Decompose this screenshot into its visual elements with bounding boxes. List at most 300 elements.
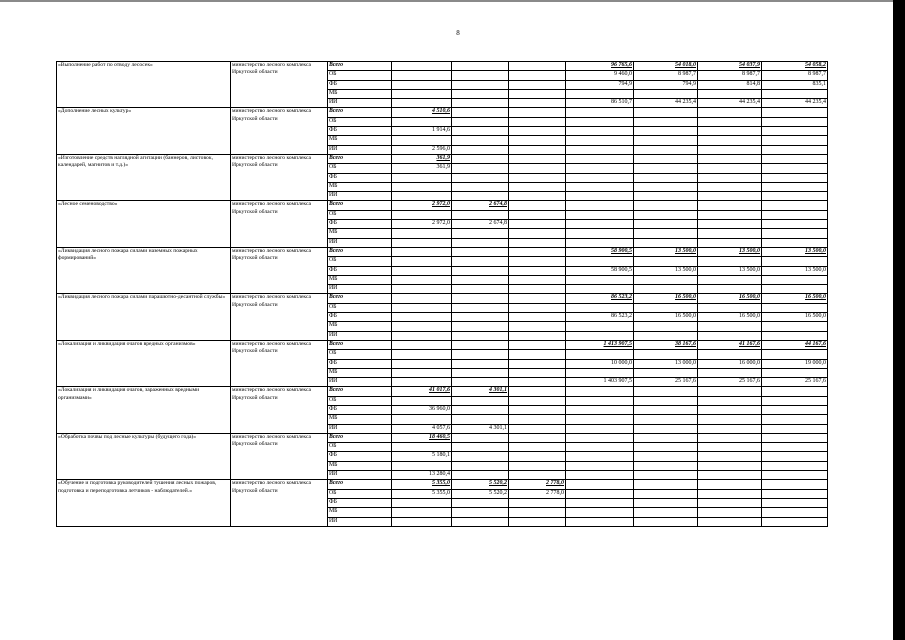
amount-cell: 19 000,0: [762, 359, 828, 368]
amount-cell: [762, 415, 828, 424]
amount-cell: [566, 387, 634, 396]
amount-cell: 58 900,5: [566, 266, 634, 275]
amount-cell: 16 500,0: [698, 313, 762, 322]
amount-cell: [762, 145, 828, 154]
amount-cell: 44 235,4: [762, 99, 828, 108]
funding-source: ИИ: [328, 331, 392, 340]
amount-cell: [762, 498, 828, 507]
amount-cell: [762, 182, 828, 191]
funding-source: Всего: [328, 154, 392, 163]
amount-cell: [509, 89, 566, 98]
funding-source: ОБ: [328, 350, 392, 359]
amount-cell: 44 167,6: [762, 340, 828, 349]
amount-cell: [698, 331, 762, 340]
amount-cell: 25 167,6: [698, 378, 762, 387]
amount-cell: [509, 508, 566, 517]
amount-cell: [698, 89, 762, 98]
amount-cell: [566, 303, 634, 312]
amount-cell: [698, 461, 762, 470]
amount-cell: [698, 508, 762, 517]
amount-cell: [698, 415, 762, 424]
amount-cell: [566, 127, 634, 136]
amount-cell: [634, 517, 698, 526]
amount-cell: [392, 182, 452, 191]
funding-source: Всего: [328, 201, 392, 210]
amount-cell: 16 000,0: [698, 359, 762, 368]
amount-cell: [509, 498, 566, 507]
amount-cell: [452, 154, 509, 163]
amount-cell: [698, 303, 762, 312]
amount-cell: [392, 210, 452, 219]
amount-cell: [392, 331, 452, 340]
amount-cell: 10 000,0: [566, 359, 634, 368]
amount-cell: [452, 266, 509, 275]
funding-source: Всего: [328, 340, 392, 349]
amount-cell: [698, 368, 762, 377]
amount-cell: [698, 136, 762, 145]
amount-cell: [566, 405, 634, 414]
amount-cell: 794,9: [634, 80, 698, 89]
funding-source: ОБ: [328, 164, 392, 173]
amount-cell: [566, 489, 634, 498]
amount-cell: [762, 117, 828, 126]
funding-source: ФБ: [328, 80, 392, 89]
amount-cell: [762, 461, 828, 470]
amount-cell: [762, 517, 828, 526]
amount-cell: [634, 396, 698, 405]
amount-cell: [762, 164, 828, 173]
amount-cell: [392, 498, 452, 507]
amount-cell: [566, 331, 634, 340]
amount-cell: 13 500,0: [698, 247, 762, 256]
amount-cell: [634, 471, 698, 480]
funding-source: Всего: [328, 387, 392, 396]
amount-cell: 13 500,0: [698, 266, 762, 275]
amount-cell: [566, 192, 634, 201]
funding-source: ФБ: [328, 127, 392, 136]
amount-cell: [762, 405, 828, 414]
amount-cell: [762, 210, 828, 219]
activity-name: «Ликвидация лесного пожара силами парашютно-десантной службы»: [57, 294, 231, 340]
funding-source: МБ: [328, 275, 392, 284]
amount-cell: [762, 238, 828, 247]
amount-cell: [762, 127, 828, 136]
amount-cell: 9 460,0: [566, 71, 634, 80]
amount-cell: [566, 471, 634, 480]
funding-source: ОБ: [328, 71, 392, 80]
amount-cell: [698, 154, 762, 163]
amount-cell: [509, 322, 566, 331]
amount-cell: 2 778,0: [509, 489, 566, 498]
funding-source: Всего: [328, 62, 392, 71]
table-row: [57, 247, 828, 256]
amount-cell: [698, 108, 762, 117]
amount-cell: [698, 275, 762, 284]
amount-cell: [634, 117, 698, 126]
responsible-executor: министерство лесного комплекса Иркутской области: [231, 62, 328, 108]
amount-cell: [509, 164, 566, 173]
amount-cell: [509, 517, 566, 526]
amount-cell: 8 987,7: [762, 71, 828, 80]
amount-cell: [509, 471, 566, 480]
table-row: [57, 201, 828, 210]
responsible-executor: министерство лесного комплекса Иркутской области: [231, 433, 328, 479]
amount-cell: [392, 359, 452, 368]
amount-cell: [566, 229, 634, 238]
amount-cell: [392, 461, 452, 470]
funding-source: МБ: [328, 368, 392, 377]
amount-cell: [509, 127, 566, 136]
amount-cell: [566, 220, 634, 229]
amount-cell: [566, 136, 634, 145]
amount-cell: [566, 285, 634, 294]
funding-source: МБ: [328, 322, 392, 331]
amount-cell: [392, 89, 452, 98]
funding-source: Всего: [328, 108, 392, 117]
amount-cell: [392, 517, 452, 526]
amount-cell: [509, 154, 566, 163]
funding-source: ФБ: [328, 452, 392, 461]
amount-cell: 5 520,2: [452, 480, 509, 489]
amount-cell: [392, 368, 452, 377]
page-number: 8: [456, 29, 460, 37]
amount-cell: [634, 136, 698, 145]
amount-cell: 4 510,6: [392, 108, 452, 117]
amount-cell: 16 500,0: [634, 294, 698, 303]
amount-cell: [566, 238, 634, 247]
funding-source: ИИ: [328, 378, 392, 387]
amount-cell: [762, 89, 828, 98]
amount-cell: [634, 433, 698, 442]
amount-cell: [509, 350, 566, 359]
amount-cell: [509, 229, 566, 238]
amount-cell: [509, 62, 566, 71]
amount-cell: [566, 275, 634, 284]
amount-cell: 1 914,6: [392, 127, 452, 136]
amount-cell: 2 972,0: [392, 220, 452, 229]
amount-cell: [566, 257, 634, 266]
amount-cell: [452, 452, 509, 461]
amount-cell: [509, 210, 566, 219]
amount-cell: [698, 350, 762, 359]
amount-cell: [509, 452, 566, 461]
amount-cell: [452, 517, 509, 526]
amount-cell: 814,8: [698, 80, 762, 89]
responsible-executor: министерство лесного комплекса Иркутской области: [231, 387, 328, 433]
amount-cell: 13 500,0: [634, 266, 698, 275]
amount-cell: 44 235,4: [698, 99, 762, 108]
amount-cell: [566, 117, 634, 126]
funding-source: Всего: [328, 480, 392, 489]
table-row: [57, 480, 828, 489]
amount-cell: [634, 182, 698, 191]
amount-cell: [509, 368, 566, 377]
amount-cell: [634, 489, 698, 498]
amount-cell: [392, 99, 452, 108]
amount-cell: [392, 136, 452, 145]
amount-cell: 5 180,1: [392, 452, 452, 461]
funding-source: ОБ: [328, 117, 392, 126]
amount-cell: [762, 443, 828, 452]
table-row: [57, 62, 828, 71]
amount-cell: [566, 480, 634, 489]
amount-cell: [698, 201, 762, 210]
amount-cell: [762, 229, 828, 238]
amount-cell: [634, 443, 698, 452]
amount-cell: [634, 201, 698, 210]
funding-source: Всего: [328, 433, 392, 442]
amount-cell: [452, 247, 509, 256]
amount-cell: [509, 99, 566, 108]
amount-cell: [452, 145, 509, 154]
amount-cell: [566, 182, 634, 191]
amount-cell: [698, 387, 762, 396]
activity-name: «Обработка почвы под лесные культуры (будущего года)»: [57, 433, 231, 479]
amount-cell: [762, 368, 828, 377]
funding-source: ФБ: [328, 359, 392, 368]
amount-cell: [452, 210, 509, 219]
amount-cell: [509, 201, 566, 210]
amount-cell: 13 500,0: [762, 247, 828, 256]
funding-source: Всего: [328, 247, 392, 256]
amount-cell: [452, 415, 509, 424]
activity-name: «Локализация и ликвидация очагов вредных организмов»: [57, 340, 231, 386]
amount-cell: [452, 322, 509, 331]
activity-name: «Локализация и ликвидация очагов, зараженных вредными организмами»: [57, 387, 231, 433]
amount-cell: 2 674,8: [452, 201, 509, 210]
amount-cell: [509, 182, 566, 191]
amount-cell: [392, 350, 452, 359]
amount-cell: [452, 350, 509, 359]
amount-cell: [762, 396, 828, 405]
amount-cell: [698, 257, 762, 266]
activity-name: «Ликвидация лесного пожара силами наземных пожарных формирований»: [57, 247, 231, 293]
amount-cell: 96 765,6: [566, 62, 634, 71]
amount-cell: [452, 285, 509, 294]
amount-cell: [634, 303, 698, 312]
amount-cell: [762, 257, 828, 266]
amount-cell: [566, 452, 634, 461]
amount-cell: 4 057,6: [392, 424, 452, 433]
funding-source: МБ: [328, 89, 392, 98]
amount-cell: [566, 461, 634, 470]
amount-cell: 38 167,6: [634, 340, 698, 349]
amount-cell: [634, 210, 698, 219]
table-row: [57, 433, 828, 442]
amount-cell: [392, 80, 452, 89]
amount-cell: [566, 173, 634, 182]
amount-cell: [392, 62, 452, 71]
amount-cell: [509, 117, 566, 126]
amount-cell: [566, 164, 634, 173]
amount-cell: 5 355,0: [392, 480, 452, 489]
amount-cell: [392, 508, 452, 517]
amount-cell: [392, 192, 452, 201]
amount-cell: 86 523,2: [566, 294, 634, 303]
amount-cell: [698, 127, 762, 136]
amount-cell: [762, 285, 828, 294]
amount-cell: [452, 313, 509, 322]
amount-cell: [452, 303, 509, 312]
amount-cell: [392, 247, 452, 256]
amount-cell: [762, 173, 828, 182]
amount-cell: [509, 443, 566, 452]
funding-source: ОБ: [328, 303, 392, 312]
funding-source: ИИ: [328, 285, 392, 294]
amount-cell: [566, 498, 634, 507]
amount-cell: [634, 108, 698, 117]
amount-cell: [698, 192, 762, 201]
amount-cell: [698, 405, 762, 414]
amount-cell: [698, 229, 762, 238]
activity-name: «Дополнение лесных культур»: [57, 108, 231, 154]
amount-cell: [392, 313, 452, 322]
amount-cell: 361,9: [392, 164, 452, 173]
amount-cell: [762, 350, 828, 359]
amount-cell: [634, 164, 698, 173]
amount-cell: [509, 136, 566, 145]
amount-cell: [698, 182, 762, 191]
amount-cell: 16 500,0: [698, 294, 762, 303]
amount-cell: [452, 173, 509, 182]
amount-cell: [509, 461, 566, 470]
amount-cell: [566, 145, 634, 154]
amount-cell: [762, 480, 828, 489]
amount-cell: [762, 220, 828, 229]
amount-cell: [392, 443, 452, 452]
amount-cell: [452, 136, 509, 145]
amount-cell: [762, 387, 828, 396]
amount-cell: 41 017,6: [392, 387, 452, 396]
amount-cell: 13 280,4: [392, 471, 452, 480]
amount-cell: 2 972,0: [392, 201, 452, 210]
amount-cell: [509, 424, 566, 433]
amount-cell: [634, 127, 698, 136]
funding-source: ИИ: [328, 517, 392, 526]
amount-cell: [509, 359, 566, 368]
amount-cell: [452, 498, 509, 507]
amount-cell: [762, 322, 828, 331]
amount-cell: 25 167,6: [634, 378, 698, 387]
amount-cell: [698, 498, 762, 507]
funding-source: ОБ: [328, 257, 392, 266]
amount-cell: [634, 405, 698, 414]
amount-cell: [509, 405, 566, 414]
funding-source: МБ: [328, 136, 392, 145]
amount-cell: [634, 238, 698, 247]
amount-cell: [698, 517, 762, 526]
amount-cell: [698, 145, 762, 154]
amount-cell: [452, 99, 509, 108]
responsible-executor: министерство лесного комплекса Иркутской области: [231, 247, 328, 293]
funding-source: ФБ: [328, 266, 392, 275]
amount-cell: [509, 331, 566, 340]
amount-cell: 4 301,1: [452, 387, 509, 396]
amount-cell: [634, 229, 698, 238]
amount-cell: [566, 368, 634, 377]
amount-cell: [452, 229, 509, 238]
amount-cell: [392, 396, 452, 405]
amount-cell: 361,9: [392, 154, 452, 163]
amount-cell: [509, 303, 566, 312]
amount-cell: [452, 471, 509, 480]
amount-cell: 2 674,8: [452, 220, 509, 229]
amount-cell: [634, 192, 698, 201]
amount-cell: [634, 498, 698, 507]
funding-source: ИИ: [328, 424, 392, 433]
amount-cell: [566, 350, 634, 359]
funding-source: ФБ: [328, 313, 392, 322]
table-row: [57, 154, 828, 163]
amount-cell: [762, 471, 828, 480]
amount-cell: [698, 285, 762, 294]
amount-cell: 16 500,0: [762, 294, 828, 303]
funding-source: МБ: [328, 415, 392, 424]
amount-cell: [698, 322, 762, 331]
amount-cell: [634, 452, 698, 461]
table-row: [57, 387, 828, 396]
amount-cell: [452, 192, 509, 201]
amount-cell: [392, 340, 452, 349]
funding-source: Всего: [328, 294, 392, 303]
amount-cell: [452, 331, 509, 340]
amount-cell: [509, 294, 566, 303]
amount-cell: [698, 173, 762, 182]
table-row: [57, 108, 828, 117]
amount-cell: [452, 108, 509, 117]
amount-cell: 5 355,0: [392, 489, 452, 498]
amount-cell: [566, 89, 634, 98]
amount-cell: 13 000,0: [634, 359, 698, 368]
amount-cell: [392, 229, 452, 238]
amount-cell: [762, 331, 828, 340]
activity-name: «Лесное семеноводство»: [57, 201, 231, 247]
amount-cell: [509, 145, 566, 154]
amount-cell: [634, 508, 698, 517]
funding-source: МБ: [328, 229, 392, 238]
amount-cell: [762, 303, 828, 312]
funding-source: ОБ: [328, 210, 392, 219]
amount-cell: [452, 508, 509, 517]
responsible-executor: министерство лесного комплекса Иркутской области: [231, 294, 328, 340]
amount-cell: 54 058,2: [762, 62, 828, 71]
amount-cell: [392, 257, 452, 266]
amount-cell: [634, 285, 698, 294]
amount-cell: [566, 322, 634, 331]
amount-cell: [509, 257, 566, 266]
amount-cell: [566, 517, 634, 526]
amount-cell: [762, 275, 828, 284]
amount-cell: [509, 285, 566, 294]
amount-cell: [566, 396, 634, 405]
amount-cell: [452, 378, 509, 387]
funding-source: ОБ: [328, 396, 392, 405]
amount-cell: 44 235,4: [634, 99, 698, 108]
amount-cell: [452, 71, 509, 80]
amount-cell: [698, 443, 762, 452]
amount-cell: [762, 192, 828, 201]
amount-cell: [452, 127, 509, 136]
amount-cell: [392, 266, 452, 275]
amount-cell: [762, 154, 828, 163]
amount-cell: [509, 340, 566, 349]
amount-cell: [566, 210, 634, 219]
amount-cell: [392, 238, 452, 247]
funding-source: ФБ: [328, 405, 392, 414]
amount-cell: [698, 164, 762, 173]
amount-cell: [452, 80, 509, 89]
amount-cell: [634, 154, 698, 163]
